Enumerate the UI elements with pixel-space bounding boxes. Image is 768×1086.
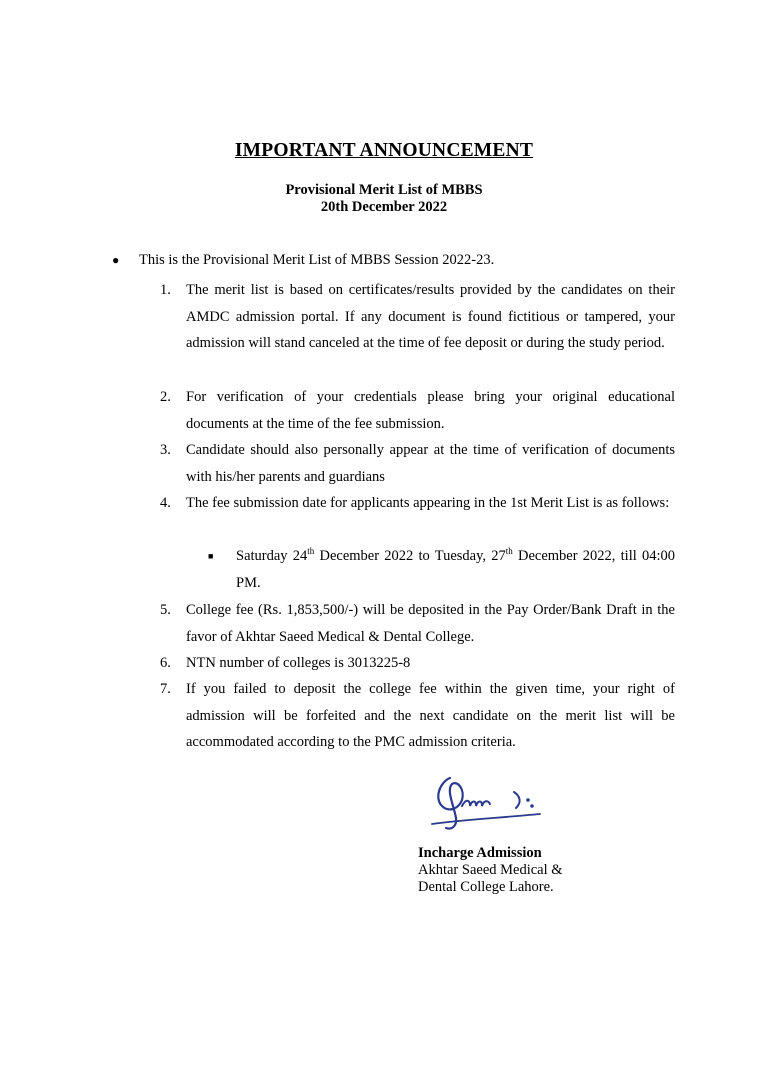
item-number: 5. (160, 602, 171, 618)
item-number: 3. (160, 442, 171, 458)
item-text: If you failed to deposit the college fee within the given time, your right of admission will be forfeited and the next candidate on the merit list will be accommodated according to the PMC admission criteria. (186, 681, 675, 751)
item-number: 1. (160, 282, 171, 298)
intro-bullet-text: This is the Provisional Merit List of MBBS Session 2022-23. (139, 252, 495, 268)
signatory-org-line2: Dental College Lahore. (418, 879, 554, 895)
subtitle-merit-list: Provisional Merit List of MBBS (285, 182, 483, 198)
item-text: For verification of your credentials please bring your original educational documents at the time of the fee submission. (186, 389, 675, 432)
item-text: Candidate should also personally appear at the time of verification of documents with his/her parents and guardians (186, 442, 675, 485)
item-number: 2. (160, 389, 171, 405)
square-bullet-icon: ■ (208, 551, 214, 561)
signatory-title: Incharge Admission (418, 845, 542, 861)
item-text: The merit list is based on certificates/results provided by the candidates on their AMDC admission portal. If any document is found fictitious or tampered, your admission will stand canceled at the time of fee deposit or during the study period. (186, 282, 675, 352)
signatory-block (418, 845, 563, 896)
item-text: College fee (Rs. 1,853,500/-) will be deposited in the Pay Order/Bank Draft in the favor of Akhtar Saeed Medical & Dental College. (186, 602, 675, 645)
signatory-org-line1: Akhtar Saeed Medical & (418, 862, 563, 878)
bullet-dot-icon: ● (112, 253, 120, 267)
intro-bullet (112, 252, 494, 269)
subtitle-date: 20th December 2022 (320, 199, 448, 215)
signature-icon (428, 770, 558, 840)
item-number: 6. (160, 655, 171, 671)
item-text: NTN number of colleges is 3013225-8 (186, 655, 411, 671)
item-number: 4. (160, 495, 171, 511)
item-number: 7. (160, 681, 171, 697)
fee-schedule-text: Saturday 24th December 2022 to Tuesday, 27th December 2022, till 04:00 PM. (236, 546, 675, 591)
item-text: The fee submission date for applicants appearing in the 1st Merit List is as follows: (186, 495, 670, 511)
announcement-title: IMPORTANT ANNOUNCEMENT (234, 140, 534, 161)
